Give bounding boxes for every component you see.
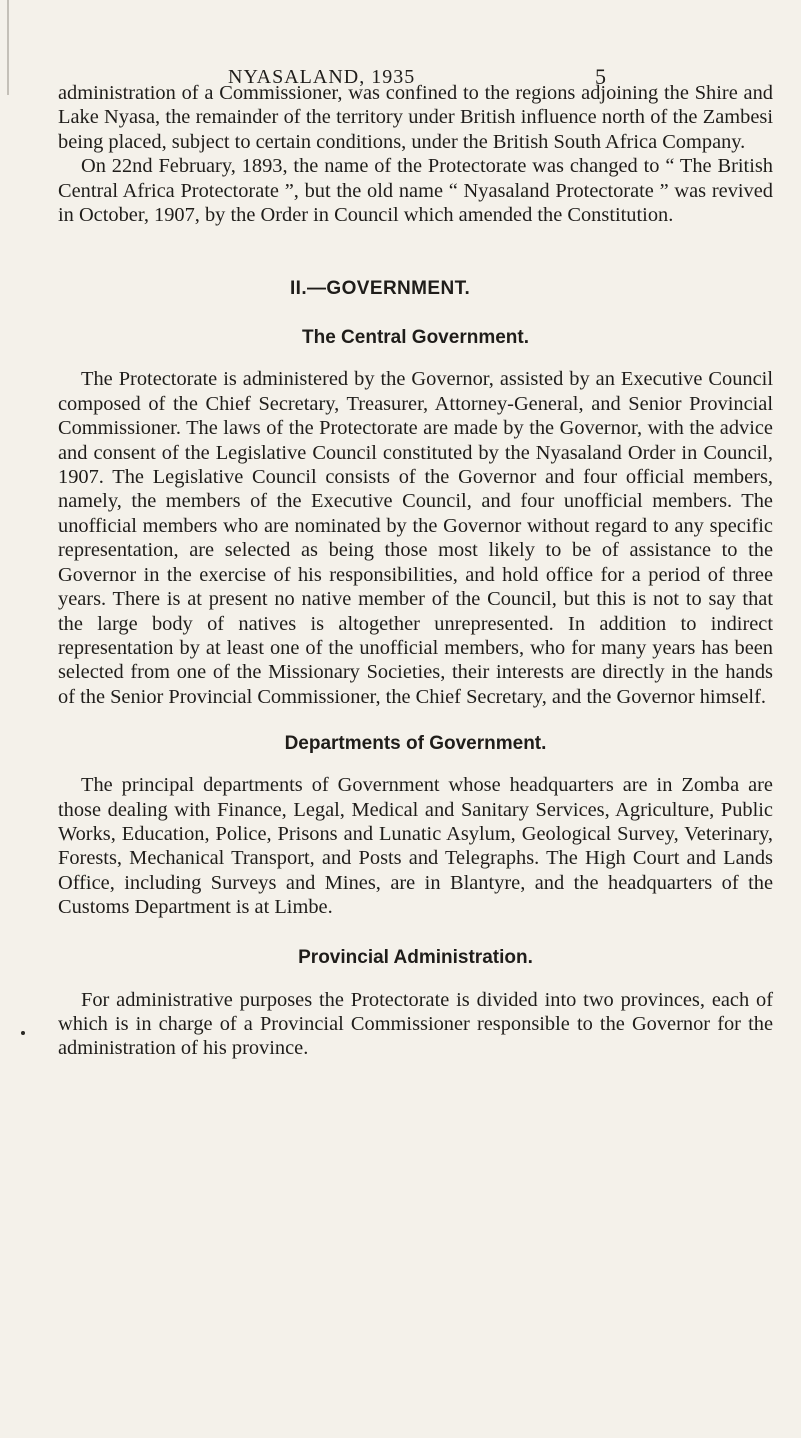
protectorate-renaming-paragraph: On 22nd February, 1893, the name of the Protectorate was changed to “ The British Central Africa Protectorate ”, but the old name “ Nyasaland Protectorate ” was revived in October, 1907, by the Order in Council which amended the Constitution. xyxy=(58,155,773,227)
central-government-heading: The Central Government. xyxy=(302,327,529,349)
section-heading-government: II.—GOVERNMENT. xyxy=(290,278,471,300)
page-body xyxy=(58,81,773,1061)
running-title: NYASALAND, 1935 xyxy=(228,66,416,88)
print-speck xyxy=(21,1031,25,1035)
departments-paragraph: The principal departments of Government whose headquarters are in Zomba are those dealing with Finance, Legal, Medical and Sanitary Services, Agriculture, Public Works, Education, Police, Prisons and Lunatic Asylum, Geological Survey, Veterinary, Forests, Mechanical Transport, and Posts and Telegraphs. The High Court and Lands Office, including Surveys and Mines, are in Blantyre, and the headquarters of the Customs Department is at Limbe. xyxy=(58,774,773,919)
page-number: 5 xyxy=(595,64,607,89)
provincial-administration-heading: Provincial Administration. xyxy=(298,946,533,968)
departments-heading: Departments of Government. xyxy=(284,733,547,755)
scan-edge-mark xyxy=(0,0,9,95)
intro-continuation-paragraph: administration of a Commissioner, was confined to the regions adjoining the Shire and Lake Nyasa, the remainder of the territory under British influence north of the Zambesi being placed, subject to certain conditions, under the British South Africa Company. xyxy=(58,82,773,153)
provincial-administration-paragraph: For administrative purposes the Protectorate is divided into two provinces, each of which is in charge of a Provincial Commissioner responsible to the Governor for the administration of his province. xyxy=(58,988,773,1060)
central-government-paragraph: The Protectorate is administered by the Governor, assisted by an Executive Council composed of the Chief Secretary, Treasurer, Attorney-General, and Senior Provincial Commissioner. The laws of the Protectorate are made by the Governor, with the advice and consent of the Legislative Council constituted by the Nyasaland Order in Council, 1907. The Legislative Council consists of the Governor and four official members, namely, the members of the Executive Council, and four unofficial members. The unofficial members who are nominated by the Governor without regard to any specific representation, are selected as being those most likely to be of assistance to the Governor in the exercise of his responsibilities, and hold office for a period of three years. There is at present no native member of the Council, but this is not to say that the large body of natives is altogether unrepresented. In addition to indirect representation by at least one of the unofficial members, who for many years has been selected from one of the Missionary Societies, their interests are directly in the hands of the Senior Provincial Commissioner, the Chief Secretary, and the Governor himself. xyxy=(58,368,773,708)
